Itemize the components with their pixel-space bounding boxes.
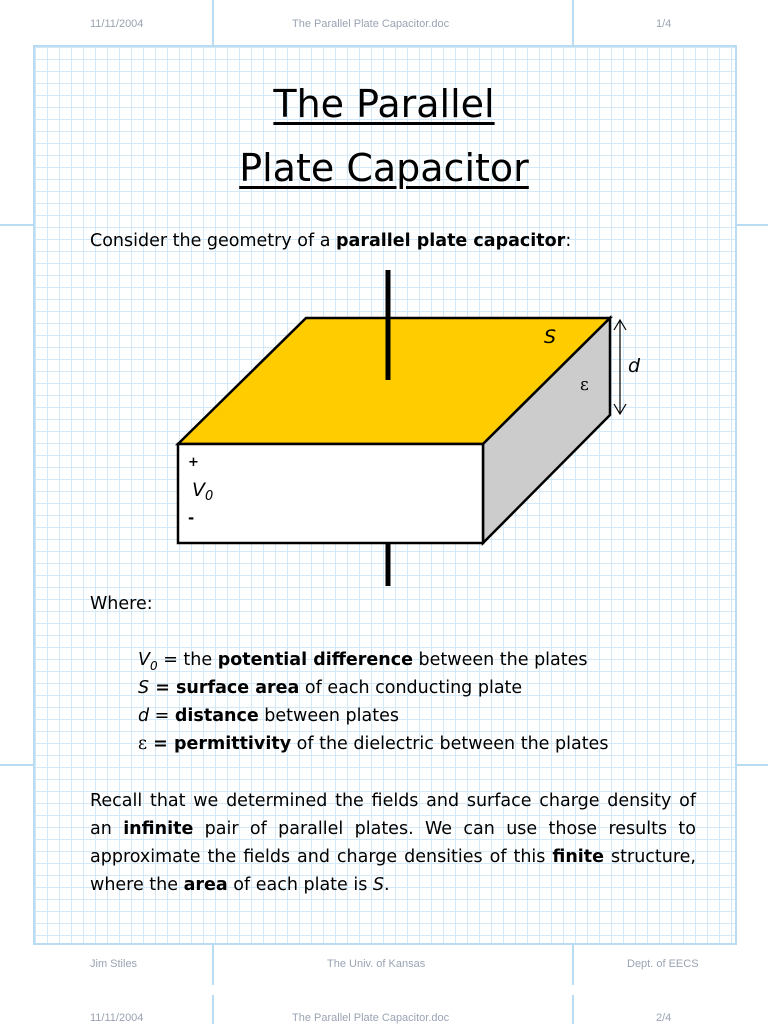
next-header-page-number: 2/4 <box>656 1012 672 1024</box>
footer-department: Dept. of EECS <box>627 958 699 970</box>
header-date: 11/11/2004 <box>90 18 144 30</box>
label-plus: + <box>188 455 199 470</box>
footer-university: The Univ. of Kansas <box>327 958 426 970</box>
label-v: V <box>192 479 205 501</box>
page-footer <box>0 954 768 974</box>
footer-author: Jim Stiles <box>90 958 138 970</box>
definition-s <box>138 678 522 698</box>
symbol-subscript: 0 <box>149 658 158 673</box>
term: distance <box>174 706 259 726</box>
symbol: ε <box>138 734 148 754</box>
label-minus: - <box>188 509 195 527</box>
equals: = <box>147 734 174 754</box>
recall-bold-area: area <box>183 875 228 895</box>
recall-bold-infinite: infinite <box>123 819 194 839</box>
header-filename: The Parallel Plate Capacitor.doc <box>292 18 450 30</box>
next-header-date: 11/11/2004 <box>90 1012 144 1024</box>
definition-epsilon <box>138 734 608 754</box>
label-d: d <box>628 355 641 377</box>
definition-d <box>138 706 399 726</box>
definition-v0 <box>138 650 588 674</box>
recall-text: pair of parallel plates. We can use those results to approximate the fields and charge densities of this <box>90 819 696 867</box>
front-face <box>178 444 483 543</box>
intro-text: Consider the geometry of a <box>90 231 336 251</box>
term: surface area <box>175 678 300 698</box>
recall-bold-finite: finite <box>552 847 605 867</box>
recall-symbol-s: S <box>372 875 385 895</box>
description: between plates <box>258 706 399 726</box>
label-v-subscript: 0 <box>205 489 214 504</box>
intro-bold: parallel plate capacitor <box>336 231 566 251</box>
page-title-line-1: The Parallel <box>273 82 495 126</box>
term: permittivity <box>173 734 292 754</box>
intro-colon: : <box>565 231 572 251</box>
term: potential difference <box>217 650 413 670</box>
symbol: S <box>138 678 150 698</box>
symbol: V <box>138 650 150 670</box>
equals: = <box>149 678 176 698</box>
header-page-number: 1/4 <box>656 18 672 30</box>
symbol: d <box>138 706 150 726</box>
next-page-header <box>0 1008 768 1028</box>
recall-text: of each plate is <box>227 875 373 895</box>
page-title-line-2: Plate Capacitor <box>239 146 529 190</box>
equals: = <box>149 706 175 726</box>
recall-period: . <box>384 875 390 895</box>
recall-paragraph <box>90 787 696 899</box>
description: of each conducting plate <box>299 678 523 698</box>
equals: = the <box>157 650 218 670</box>
label-epsilon: ε <box>580 375 589 395</box>
recall-text: Recall that we determined the fields and surface charge density of an <box>90 791 696 839</box>
label-s: S <box>544 326 557 348</box>
description: of the dielectric between the plates <box>291 734 609 754</box>
where-label: Where: <box>90 594 153 614</box>
recall-text: structure, where the <box>90 847 696 895</box>
description: between the plates <box>412 650 588 670</box>
next-header-filename: The Parallel Plate Capacitor.doc <box>292 1012 450 1024</box>
